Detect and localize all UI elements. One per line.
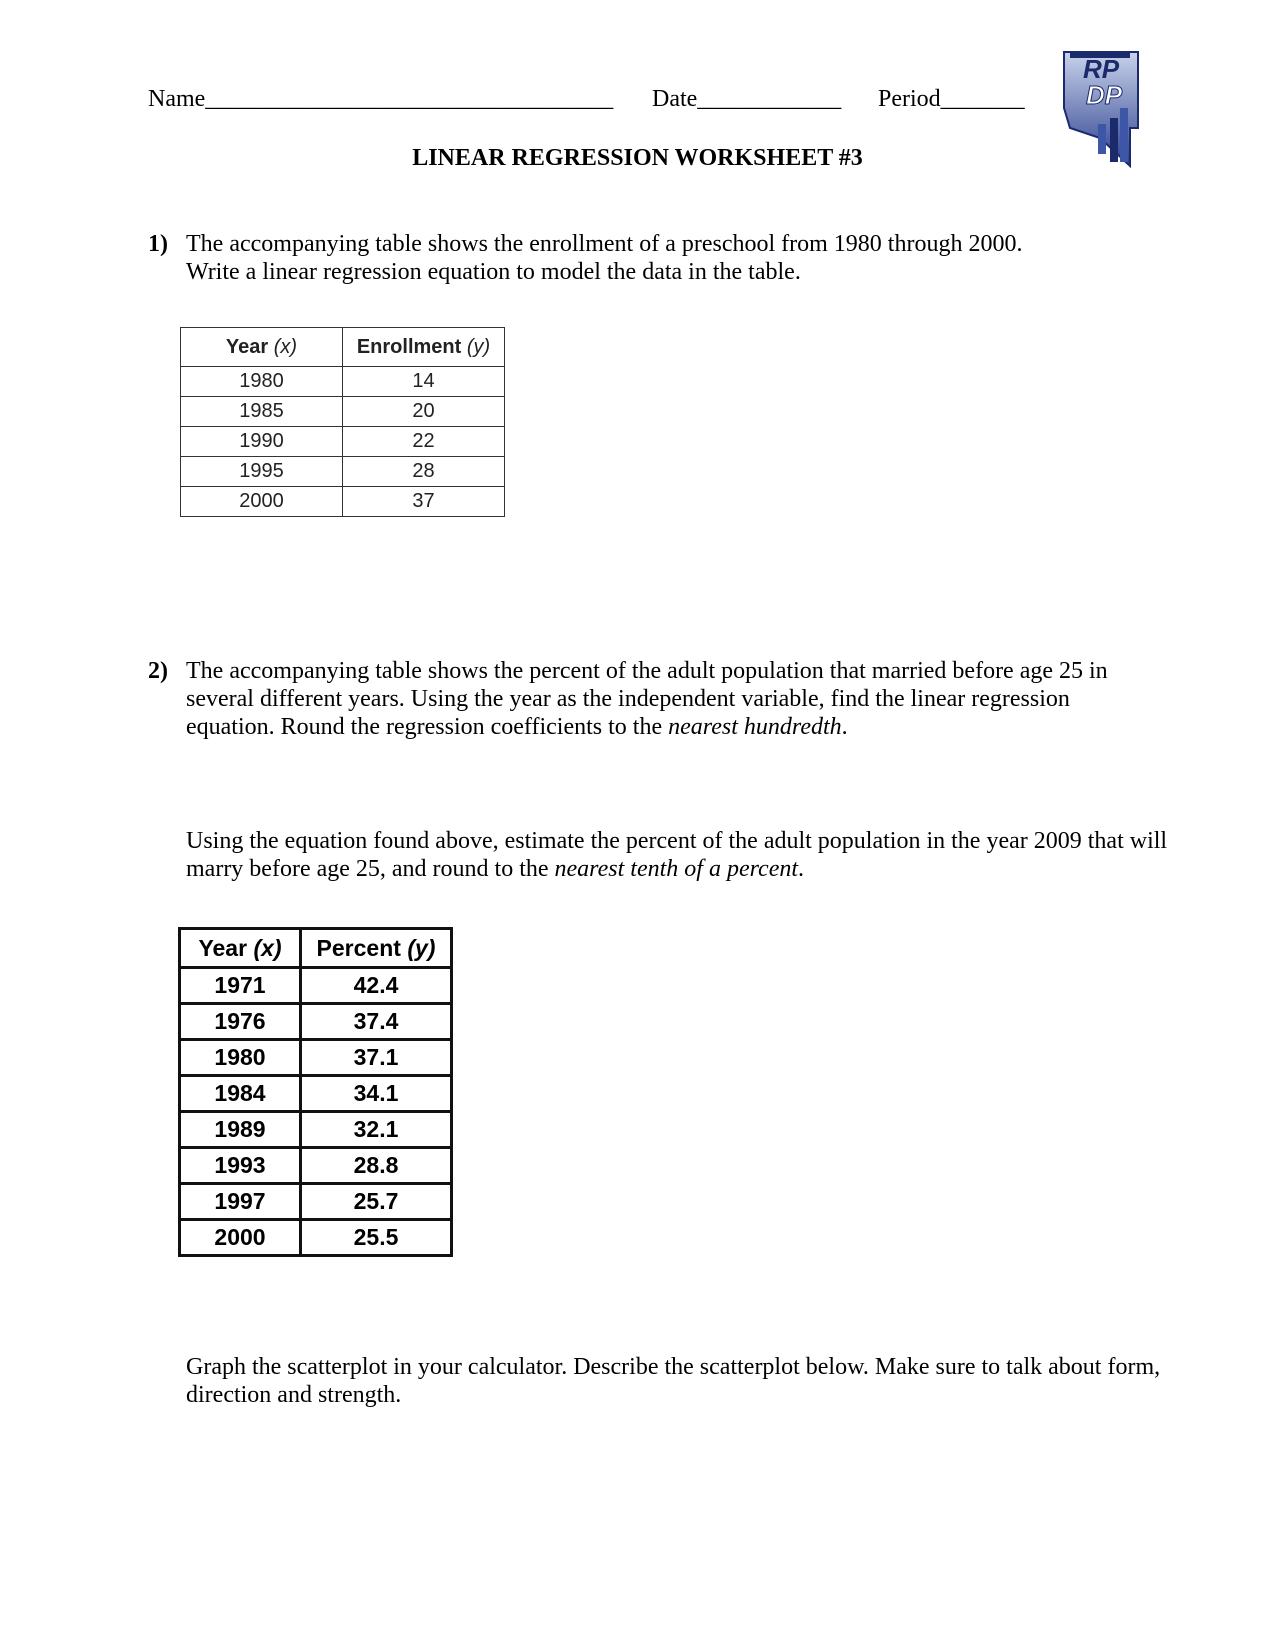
question-2-estimate-text: Using the equation found above, estimate the percent of the adult population in the year 2009 that will marry before age 25, and round to the nearest tenth of a percent. <box>186 828 1168 882</box>
question-2-number: 2) <box>148 658 168 684</box>
table-header-row <box>180 929 452 968</box>
table-row <box>180 1184 452 1220</box>
table-cell: 2000 <box>180 1220 301 1256</box>
name-field-label: Name__________________________________ <box>148 86 614 112</box>
question-2-text: The accompanying table shows the percent of the adult population that married before age 25 in several different years. Using the year as the independent variable, find the linear regression equation. Round the regression coefficients to the nearest hundredth. <box>186 658 1108 740</box>
table-cell: 1976 <box>180 1004 301 1040</box>
table-header-year: Year (x) <box>181 328 343 367</box>
table-cell: 1984 <box>180 1076 301 1112</box>
table-cell: 1971 <box>180 968 301 1004</box>
table-cell: 20 <box>343 397 505 427</box>
table-row <box>181 367 505 397</box>
table-row <box>180 1112 452 1148</box>
table-header-enrollment: Enrollment (y) <box>343 328 505 367</box>
question-1-number: 1) <box>148 231 168 257</box>
table-cell: 1980 <box>180 1040 301 1076</box>
table-cell: 25.5 <box>301 1220 452 1256</box>
table-cell: 14 <box>343 367 505 397</box>
table-cell: 28 <box>343 457 505 487</box>
table-cell: 37.4 <box>301 1004 452 1040</box>
question-1 <box>148 230 1158 286</box>
question-2 <box>148 657 1158 741</box>
table-row <box>180 1040 452 1076</box>
table-cell: 37.1 <box>301 1040 452 1076</box>
table-header-row <box>181 328 505 367</box>
logo-text-top: RP <box>1082 54 1120 84</box>
table-row <box>180 968 452 1004</box>
table-header-year: Year (x) <box>180 929 301 968</box>
table-cell: 28.8 <box>301 1148 452 1184</box>
table-row <box>181 487 505 517</box>
question-1-line-2: Write a linear regression equation to model the data in the table. <box>186 259 801 285</box>
table-row <box>181 397 505 427</box>
table-header-percent: Percent (y) <box>301 929 452 968</box>
table-cell: 32.1 <box>301 1112 452 1148</box>
table-cell: 22 <box>343 427 505 457</box>
table-cell: 1980 <box>181 367 343 397</box>
table-cell: 2000 <box>181 487 343 517</box>
logo-text-bottom: DP <box>1085 80 1123 110</box>
table-cell: 1985 <box>181 397 343 427</box>
table-cell: 1989 <box>180 1112 301 1148</box>
question-1-line-1: The accompanying table shows the enrollment of a preschool from 1980 through 2000. <box>186 231 1023 257</box>
table-cell: 37 <box>343 487 505 517</box>
date-field-label: Date____________ <box>652 86 842 112</box>
table-row <box>181 427 505 457</box>
table-cell: 25.7 <box>301 1184 452 1220</box>
table-cell: 1997 <box>180 1184 301 1220</box>
worksheet-title: LINEAR REGRESSION WORKSHEET #3 <box>412 145 863 171</box>
table-row <box>180 1220 452 1256</box>
table-cell: 1990 <box>181 427 343 457</box>
table-row <box>180 1076 452 1112</box>
table-row <box>181 457 505 487</box>
enrollment-table <box>180 327 505 517</box>
table-cell: 42.4 <box>301 968 452 1004</box>
table-row <box>180 1004 452 1040</box>
table-row <box>180 1148 452 1184</box>
table-cell: 34.1 <box>301 1076 452 1112</box>
marriage-percent-table <box>178 927 453 1257</box>
period-field-label: Period_______ <box>878 86 1025 112</box>
table-cell: 1995 <box>181 457 343 487</box>
table-cell: 1993 <box>180 1148 301 1184</box>
scatterplot-instructions: Graph the scatterplot in your calculator. Describe the scatterplot below. Make sure to talk about form, direction and strength. <box>186 1354 1161 1408</box>
